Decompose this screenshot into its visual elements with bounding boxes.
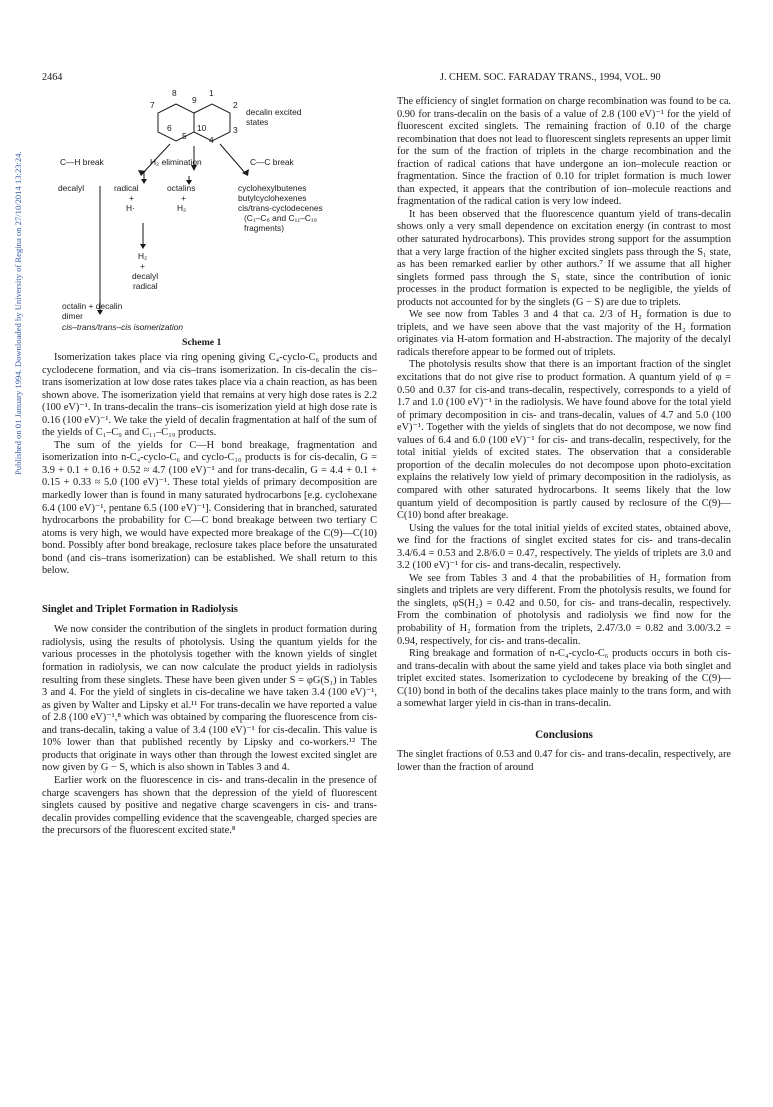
paragraph: It has been observed that the fluorescence quantum yield of trans-decalin shows only a very small dependence on excitation energy (in contrast to most other saturated hydrocarbons). This provides strong support for the assumption that a very large fraction of the higher excited singlets pass through the S₁ state, as has been remarked earlier by other authors.⁷ If we assume that all higher singlets formed pass through the S₁ state, since the contribution of ionic processes in the product formation is expected to be negligible, the yields of products not accounted for by the singlets (G − S) are due to triplets. — [397, 208, 731, 308]
product-cc-1: cyclohexylbutenes — [238, 183, 307, 193]
paragraph: The efficiency of singlet formation on charge recombination was found to be ca. 0.90 for trans-decalin on the basis of a value of 2.8 (100 eV)⁻¹ for the yield of fluorescent excited singlets. The remaining fraction of 0.10 of the charge recombination that does not lead to fluorescent singlets represents an upper limit for the sum of the fraction of triplets in the charge recombination and the fraction of radical cations that have undergone an ion–molecule reaction or fragmentation. Since the fraction of 0.10 for triplet formation is much lower than expected, it appears that the contribution of ion–molecule reactions and fragmentation of the radical cation is very low indeed. — [397, 96, 731, 208]
product-cc-5: fragments) — [244, 223, 285, 233]
dimer-label: dimer — [62, 311, 83, 321]
octalin-decalin-label: octalin + decalin — [62, 301, 123, 311]
cc-break-label: C—C break — [250, 157, 294, 167]
paragraph: We see from Tables 3 and 4 that the probabilities of H₂ formation from singlets and triplets are very different. From the photolysis results, we found for the singlets, φS(H₂) = 0.42 and 0.50, for cis- and trans-decalin, respectively. From the combination of photolysis and radiolysis we find now for the probability of H₂ formation from the triplets, 2.47/3.0 = 0.82 and 3.00/3.2 = 0.94, respectively, for cis- and trans-decalin. — [397, 572, 731, 647]
ring-number: 5 — [182, 131, 187, 141]
paragraph: Using the values for the total initial yields of excited states, obtained above, we find for the fractions of singlet excited states for cis- and trans-decalin 3.4/6.4 = 0.53 and 2.8/6.0 = 0.47, respectively. The yields of triplets are 3.0 and 3.2 (100 eV)⁻¹ for cis- and trans-decalin, respectively. — [397, 522, 731, 572]
ring-number: 4 — [209, 135, 214, 145]
scheme-1 — [58, 86, 378, 376]
plus-sign: + — [129, 193, 134, 203]
ring-number: 8 — [172, 88, 177, 98]
plus-sign: + — [181, 193, 186, 203]
product-cc-2: butylcyclohexenes — [238, 193, 307, 203]
section-heading: Conclusions — [535, 728, 593, 741]
product-h2: H₂ — [177, 203, 187, 213]
excited-label: states — [246, 117, 269, 127]
scheme-title: Scheme 1 — [182, 337, 222, 348]
ring-number: 6 — [167, 123, 172, 133]
lower-decalyl: decalyl — [132, 271, 159, 281]
journal-header: J. CHEM. SOC. FARADAY TRANS., 1994, VOL. 90 — [440, 72, 661, 83]
ch-break-label: C—H break — [60, 157, 104, 167]
ring-number: 10 — [197, 123, 207, 133]
section-heading: Singlet and Triplet Formation in Radiolysis — [42, 603, 238, 615]
lower-radical: radical — [133, 281, 158, 291]
h2-elimination-label: H₂ elimination — [150, 157, 202, 167]
excited-label: decalin excited — [246, 107, 302, 117]
ring-number: 7 — [150, 100, 155, 110]
download-notice: Published on 01 January 1994. Downloaded by University of Regina on 27/10/2014 13:23:24. — [13, 151, 23, 475]
paragraph: Isomerization takes place via ring opening giving C₄-cyclo-C₆ products and cyclodecene formation, and via cis–trans isomerization. In cis-decalin the cis–trans isomerization at low dose rates takes place via a chain reaction, as has been shown above. The isomerization yield that remains at very high dose rates is 2.2 (100 eV)⁻¹. In trans-decalin the trans–cis isomerization yield at high dose rate is 0.16 (100 eV)⁻¹. We take the yield of decalin fragmentation at half of the sum of the yields of C₁–C₉ and C₁₁–C₁₉ products. — [42, 352, 377, 439]
paragraph: We now consider the contribution of the singlets in product formation during radiolysis, using the results of photolysis. Using the quantum yields for the various processes in the photolysis together with the known yields of singlet formation in radiolysis, we can now calculate the product yields in radiolysis resulting from these singlets. These have been given under S = φG(S₁) in Tables 3 and 4. For the yield of singlets in cis-decaline we have taken 3.4 (100 eV)⁻¹, as given by Walter and Lipsky et al.¹¹ For trans-decalin we have reported a value of 2.8 (100 eV)⁻¹,⁸ which was obtained by comparing the fluorescence from cis- and trans-decalin, taking a value of 3.4 (100 eV)⁻¹ for cis-decalin. This value is 10% lower than that published recently by Lipsky and co-workers.¹² The products that originate in ways other than through the lowest excited singlet are now given by G − S, which is also shown in Tables 3 and 4. — [42, 624, 377, 774]
paragraph: We see now from Tables 3 and 4 that ca. 2/3 of H₂ formation is due to triplets, and we have seen above that the vast majority of the H₂ formation originates via H-atom formation and H-abstraction. The majority of the decalyl radicals therefore appear to be formed out of triplets. — [397, 309, 731, 358]
paragraph: The singlet fractions of 0.53 and 0.47 for cis- and trans-decalin, respectively, are lower than the fraction of around — [397, 749, 731, 773]
paragraph: The sum of the yields for C—H bond breakage, fragmentation and isomerization into n-C₄-cyclo-C₆ and cyclo-C₁₀ products is for cis-decalin, G = 3.9 + 0.1 + 0.16 + 0.52 ≈ 4.7 (100 eV)⁻¹ and for trans-decalin, G = 4.4 + 0.1 + 0.15 + 0.33 ≈ 5.0 (100 eV)⁻¹. These total yields of primary decomposition are markedly lower than is found in many saturated hydrocarbons [e.g. cyclohexane 6.4 (100 eV)⁻¹, pentane 6.5 (100 eV)⁻¹]. Considering that in branched, saturated hydrocarbons the probability for C—C bond breakage between two tertiary C atoms is very high, we would have expected more breakage of the C(9)—C(10) bond. Possibly after bond breakage, reclosure takes place before the unsaturated bond (and cis–trans isomerization) can be established. We shall return to this below. — [42, 439, 377, 577]
product-h-atom: H· — [126, 203, 135, 213]
product-radical: radical — [114, 183, 139, 193]
product-octalins: octalins — [167, 183, 196, 193]
product-cc-4: (C₁–C₈ and C₁₁–C₁₉ — [244, 213, 318, 223]
product-cc-3: cis/trans-cyclodecenes — [238, 203, 323, 213]
ring-number: 2 — [233, 100, 238, 110]
right-column — [397, 96, 731, 774]
paragraph: Ring breakage and formation of n-C₄-cyclo-C₆ products occurs in both cis- and trans-decalin with about the same yield and takes place via both singlet and triplet excited states. Isomerization to cyclodecene by breaking of the C(9)—C(10) bond in both of the decalins takes place mainly to the trans form, and with a somewhat larger yield in cis-than in trans-decalin. — [397, 648, 731, 710]
ring-number: 1 — [209, 88, 214, 98]
paragraph: The photolysis results show that there is an important fraction of the singlet excitations that do not give rise to product formation. A quantum yield of φ = 0.50 and 0.37 for cis-and trans-decalin, respectively, corresponds to a yield of 1.7 and 1.0 (100 eV)⁻¹ in the radiolysis. We have found above for the total yield of primary decomposition in cis- and trans-decalin, values of 4.7 and 5.0 (100 eV)⁻¹. Together with the yields of singlets that do not decompose, we now find values of 6.4 and 6.0 (100 eV)⁻¹ for cis- and trans-decalin, respectively, for the total initial yields of excited states. The observation that a considerable proportion of the decalin molecules do not decompose upon photo-excitation explains the relatively low yield of primary decomposition in the radiolysis, as compared with other saturated hydrocarbons. It seems likely that the low quantum yield of decomposition is partly caused by reclosure of the C(9)—C(10) bond after breakage. — [397, 359, 731, 522]
product-decalyl: decalyl — [58, 183, 85, 193]
ring-number: 9 — [192, 95, 197, 105]
ring-number: 3 — [233, 125, 238, 135]
lower-h2: H₂ — [138, 251, 148, 261]
page-number: 2464 — [42, 72, 63, 83]
paragraph: Earlier work on the fluorescence in cis- and trans-decalin in the presence of charge scavengers has shown that the depression of the yield of fluorescent singlets caused by positive and negative charge scavengers in cis- and trans-decalin provides compelling evidence that the scavengeable, charged species are the precursors of the fluorescent excited state.⁸ — [42, 774, 377, 837]
left-column — [42, 352, 377, 838]
plus-sign: + — [140, 261, 145, 271]
isomerization-label: cis–trans/trans–cis isomerization — [62, 322, 184, 332]
